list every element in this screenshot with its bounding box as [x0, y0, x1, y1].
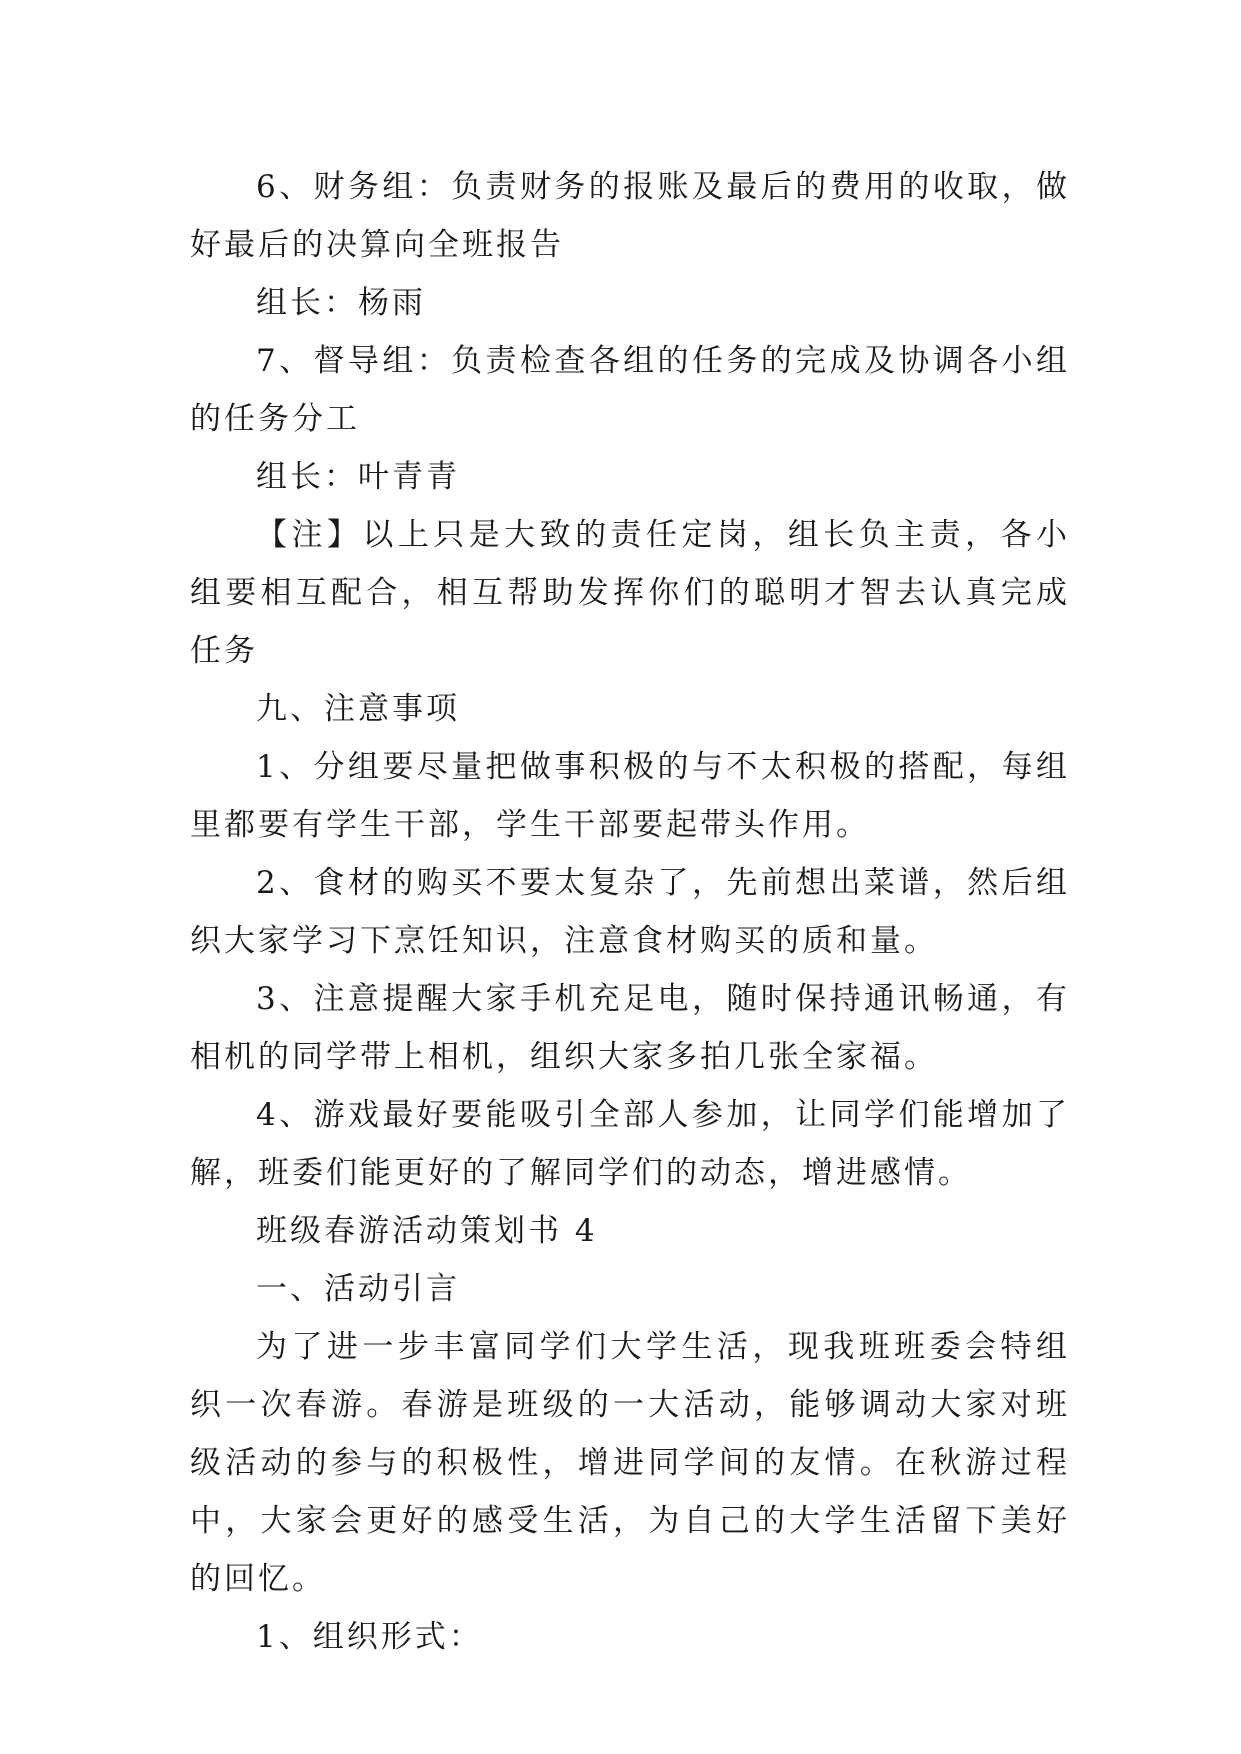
paragraph-supervision-leader: 组长：叶青青: [256, 459, 460, 495]
section-heading-notes: 九、注意事项: [256, 691, 460, 727]
paragraph-finance-leader: 组长：杨雨: [256, 285, 426, 321]
paragraph-intro: 为了进一步丰富同学们大学生活，现我班班委会特组织一次春游。春游是班级的一大活动，能够调动大家对班级活动的参与的积极性，增进同学间的友情。在秋游过程中，大家会更好的感受生活，为自己的大学生活留下美好的回忆。: [190, 1329, 1070, 1597]
paragraph-note-item-2: 2、食材的购买不要太复杂了，先前想出菜谱，然后组织大家学习下烹饪知识，注意食材购买的质和量。: [190, 865, 1070, 959]
paragraph-note-item-1: 1、分组要尽量把做事积极的与不太积极的搭配，每组里都要有学生干部，学生干部要起带头作用。: [190, 749, 1070, 843]
paragraph-note-item-4: 4、游戏最好要能吸引全部人参加，让同学们能增加了解，班委们能更好的了解同学们的动态，增进感情。: [190, 1097, 1070, 1191]
document-body: [190, 158, 1070, 1666]
paragraph-organization-form: 1、组织形式：: [256, 1619, 483, 1655]
section-heading-intro: 一、活动引言: [256, 1271, 460, 1307]
paragraph-note-item-3: 3、注意提醒大家手机充足电，随时保持通讯畅通，有相机的同学带上相机，组织大家多拍几张全家福。: [190, 981, 1070, 1075]
paragraph-note: 【注】以上只是大致的责任定岗，组长负主责，各小组要相互配合，相互帮助发挥你们的聪明才智去认真完成任务: [190, 517, 1070, 669]
document-subtitle: 班级春游活动策划书 4: [256, 1213, 598, 1249]
paragraph-finance-group: 6、财务组：负责财务的报账及最后的费用的收取，做好最后的决算向全班报告: [190, 169, 1070, 263]
paragraph-supervision-group: 7、督导组：负责检查各组的任务的完成及协调各小组的任务分工: [190, 343, 1070, 437]
